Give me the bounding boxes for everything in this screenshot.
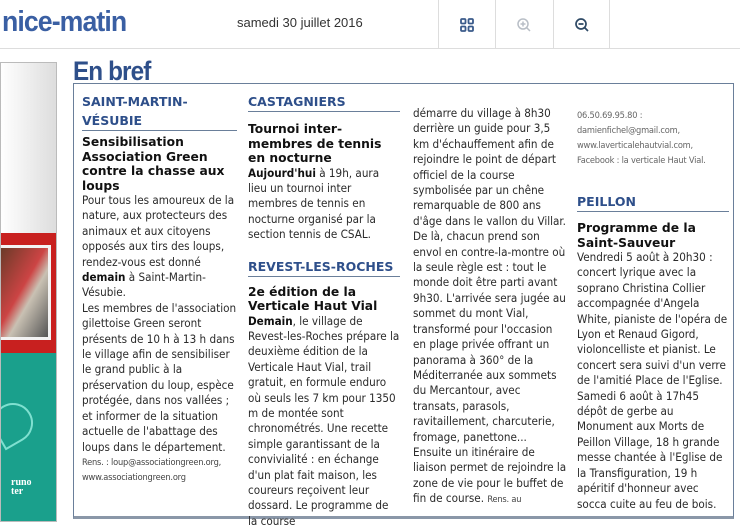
page-title: En bref [73, 56, 151, 86]
article-body: Pour tous les amoureux de la nature, aux protecteurs des animaux et aux citoyens opposés aux tirs des loups, rendez-vous est donné demain à Saint-Martin-Vésubie. [82, 193, 235, 300]
article-headline: 2e édition de la Verticale Haut Vial [248, 284, 378, 314]
advertiser-logo: runo ter [11, 477, 32, 497]
article-body: Demain, le village de Revest-les-Roches prépare la deuxième édition de la Verticale Haut Vial, trail gratuit, en formule enduro où seuls les 7 km pour 1350 m de montée sont chronométrés. Une recette simple garantissant de la convivialité : en échange d'un plat fait maison, les coureurs reçoivent leur dossard. Le programme de la course [248, 313, 400, 528]
article-contact: Rens. au [487, 494, 522, 506]
article-body: démarre du village à 8h30 derrière un guide pour 3,5 km d'échauffement afin de rejoindre le point de départ officiel de la course symbolisée par un chêne remarquable de 800 ans d'âge dans le vallon du Villar. De là, chacun prend son envol en contre-la-montre où la seule règle est : tout le monde doit être parti avant 9h30. L'arrivée sera jugée au sommet du mont Vial, transformé pour l'occasion en plage privée offrant un panorama à 360° de la Méditerranée aux sommets du Mercantour, avec transats, parasols, ravitaillement, charcuterie, fromage, panettone... Ensuite un itinéraire de liaison permet de rejoindre la zone de vie pour le buffet de fin de course. [413, 106, 567, 506]
article-castagniers [248, 92, 400, 529]
article-body: Les membres de l'association gilettoise Green seront présents de 10 h à 13 h dans le village afin de sensibiliser le grand public à la préservation du loup, espèce protégée, dans nos vallées ; et informer de la situation actuelle de l'abattage des loups dans le département. [82, 300, 237, 454]
article-body: Vendredi 5 août à 20h30 : concert lyrique avec la soprano Christina Collier accompagnée d'Angela White, pianiste de l'opéra de Lyon et Renaud Gigord, violoncelliste et pianist. Le concert sera suivi d'un verre de l'amitié Place de l'Eglise. Samedi 6 août à 17h45 dépôt de gerbe au Monument aux Morts de Peillon Village, 18 h grande messe chantée à l'Eglise de la Transfiguration, 19 h apéritif d'honneur avec socca cuite au feu de bois. [577, 250, 728, 511]
section-heading: SAINT-MARTIN-VÉSUBIE [82, 92, 237, 131]
edition-date: samedi 30 juillet 2016 [237, 15, 363, 30]
grid-icon [460, 18, 474, 32]
article-saint-martin [82, 92, 237, 485]
pages-grid-button[interactable] [438, 0, 495, 49]
zoom-in-button[interactable] [495, 0, 552, 49]
news-box [73, 83, 734, 528]
article-peillon [577, 108, 729, 512]
zoom-in-icon [516, 17, 532, 33]
article-revest-continued [413, 106, 567, 507]
article-body: Aujourd'hui à 19h, aura lieu un tournoi inter membres de tennis en nocturne organisé par la section tennis de CSAL. [248, 165, 380, 242]
article-contact: Rens. : loup@associationgreen.org, www.associationgreen.org [82, 456, 222, 483]
previous-page-thumbnail[interactable] [0, 62, 57, 522]
section-heading: REVEST-LES-ROCHES [248, 257, 400, 277]
article-headline: Programme de la Saint-Sauveur [577, 221, 696, 250]
article-headline: Tournoi inter-membres de tennis en nocturne [248, 122, 382, 165]
nice-matin-logo[interactable]: nice-matin [2, 6, 127, 38]
article-contact: 06.50.69.95.80 : damienfichel@gmail.com, www.laverticalehautvial.com, Facebook : la verticale Haut Vial. [577, 110, 706, 166]
photo [1, 245, 51, 340]
heart-logo-icon [0, 396, 40, 451]
zoom-out-icon [574, 17, 590, 33]
article-headline: Sensibilisation Association Green contre la chasse aux loups [82, 135, 225, 193]
section-heading: CASTAGNIERS [248, 92, 400, 112]
zoom-out-button[interactable] [553, 0, 610, 49]
top-bar [0, 0, 740, 49]
section-heading: PEILLON [577, 192, 729, 212]
